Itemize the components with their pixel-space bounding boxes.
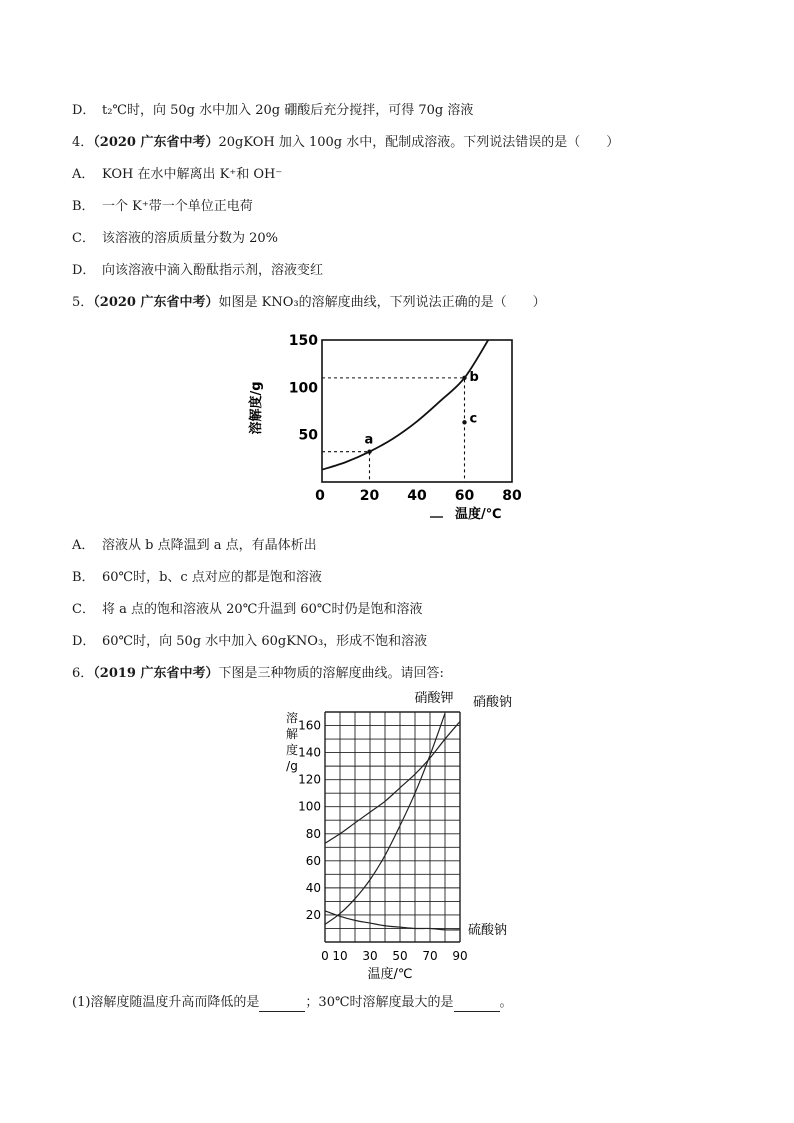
q5-option-a	[72, 537, 317, 555]
y-tick-label: 120	[298, 772, 321, 787]
legend-sodium-sulfate: 硫酸钠	[468, 922, 508, 938]
option-label: C．	[72, 602, 95, 617]
point-c	[462, 420, 466, 424]
option-text: 溶液从 b 点降温到 a 点，有晶体析出	[102, 538, 317, 553]
option-text: 该溶液的溶质质量分数为 20%	[102, 231, 279, 246]
question-4-stem	[72, 134, 619, 152]
x-tick-label: 90	[452, 949, 468, 963]
q4-option-b	[72, 198, 253, 216]
question-5-stem	[72, 294, 546, 312]
option-label: D．	[72, 634, 96, 649]
question-number: 4．	[72, 135, 94, 150]
x-tick-label: 50	[392, 949, 408, 963]
question-number: 5．	[72, 295, 94, 310]
x-axis-label: 温度/℃	[455, 507, 502, 522]
y-axis-label	[286, 710, 298, 773]
question-6-stem	[72, 665, 444, 683]
q4-option-d	[72, 262, 323, 280]
q4-option-c	[72, 230, 278, 248]
option-label: D．	[72, 263, 96, 278]
three-substance-solubility-chart	[270, 688, 530, 986]
answer-blank-2[interactable]	[454, 998, 500, 1012]
y-tick-label: 80	[305, 826, 321, 841]
y-tick-label: 50	[298, 427, 318, 444]
option-text: 一个 K⁺带一个单位正电荷	[102, 199, 253, 214]
option-label: A．	[72, 538, 95, 553]
subquestion-text-b: ；30℃时溶解度最大的是	[305, 995, 454, 1010]
question-text: 20gKOH 加入 100g 水中，配制成溶液。下列说法错误的是（ ）	[218, 135, 620, 150]
y-tick-label: 160	[298, 718, 321, 733]
sodium-nitrate-curve	[325, 721, 460, 843]
option-text: 60℃时，b、c 点对应的都是饱和溶液	[102, 570, 322, 585]
option-label: D．	[72, 103, 96, 118]
x-tick-label: 80	[502, 488, 522, 504]
option-label: B．	[72, 199, 95, 214]
x-axis-label: 温度/℃	[367, 967, 413, 982]
q3-option-d	[72, 102, 473, 120]
y-label-char-1: 溶	[285, 711, 299, 725]
y-label-char-4: /g	[286, 759, 298, 773]
q5-option-b	[72, 569, 322, 587]
question-source: （2019 广东省中考）	[93, 666, 219, 681]
x-tick-label: 60	[454, 488, 475, 504]
legend-potassium-nitrate: 硝酸钾	[414, 691, 454, 706]
option-label: B．	[72, 570, 95, 585]
x-tick-label: 0	[315, 488, 325, 504]
y-tick-label: 20	[305, 907, 321, 922]
point-label-c: c	[469, 411, 478, 427]
y-tick-label: 140	[298, 745, 321, 760]
y-tick-label: 40	[305, 880, 321, 895]
option-text: 向该溶液中滴入酚酞指示剂，溶液变红	[102, 263, 324, 278]
point-b	[462, 376, 466, 380]
question-source: （2020 广东省中考）	[93, 135, 219, 150]
point-a	[367, 450, 371, 454]
q5-option-c	[72, 601, 422, 619]
guide-line-b	[322, 378, 465, 482]
kno3-solubility-chart	[240, 328, 530, 524]
x-tick-label: 30	[362, 949, 378, 963]
answer-blank-1[interactable]	[259, 998, 305, 1012]
subquestion-text-a: (1)溶解度随温度升高而降低的是	[72, 995, 260, 1010]
kno3-curve	[322, 340, 488, 470]
question-number: 6．	[72, 666, 94, 681]
y-label-char-3: 度	[285, 743, 299, 757]
sodium-sulfate-curve	[325, 911, 460, 930]
option-label: A．	[72, 167, 95, 182]
point-label-a: a	[364, 432, 374, 448]
y-tick-label: 100	[288, 380, 318, 397]
x-tick-label: 10	[332, 949, 348, 963]
subquestion-text-c: 。	[499, 995, 513, 1010]
y-tick-label: 60	[305, 853, 321, 868]
option-text: 60℃时，向 50g 水中加入 60gKNO₃，形成不饱和溶液	[102, 634, 428, 649]
q5-option-d	[72, 633, 427, 651]
x-tick-label: 20	[359, 488, 380, 504]
q6-subquestion-1	[72, 994, 513, 1012]
x-tick-label: 0	[321, 949, 329, 963]
question-text: 下图是三种物质的溶解度曲线。请回答:	[218, 666, 444, 681]
option-text: 将 a 点的饱和溶液从 20℃升温到 60℃时仍是饱和溶液	[102, 602, 423, 617]
option-text: t₂℃时，向 50g 水中加入 20g 硼酸后充分搅拌，可得 70g 溶液	[102, 103, 474, 118]
x-tick-label: 70	[422, 949, 438, 963]
question-text: 如图是 KNO₃的溶解度曲线，下列说法正确的是（ ）	[218, 295, 546, 310]
x-tick-label: 40	[407, 488, 427, 504]
y-tick-label: 100	[298, 799, 321, 814]
question-source: （2020 广东省中考）	[93, 295, 219, 310]
option-text: KOH 在水中解离出 K⁺和 OH⁻	[102, 167, 283, 182]
y-tick-label: 150	[288, 333, 318, 349]
y-axis-label: 溶解度/g	[249, 381, 264, 435]
y-label-char-2: 解	[285, 727, 299, 741]
q4-option-a	[72, 166, 282, 184]
legend-sodium-nitrate: 硝酸钠	[473, 695, 513, 710]
option-label: C．	[72, 231, 95, 246]
point-label-b: b	[469, 369, 479, 385]
